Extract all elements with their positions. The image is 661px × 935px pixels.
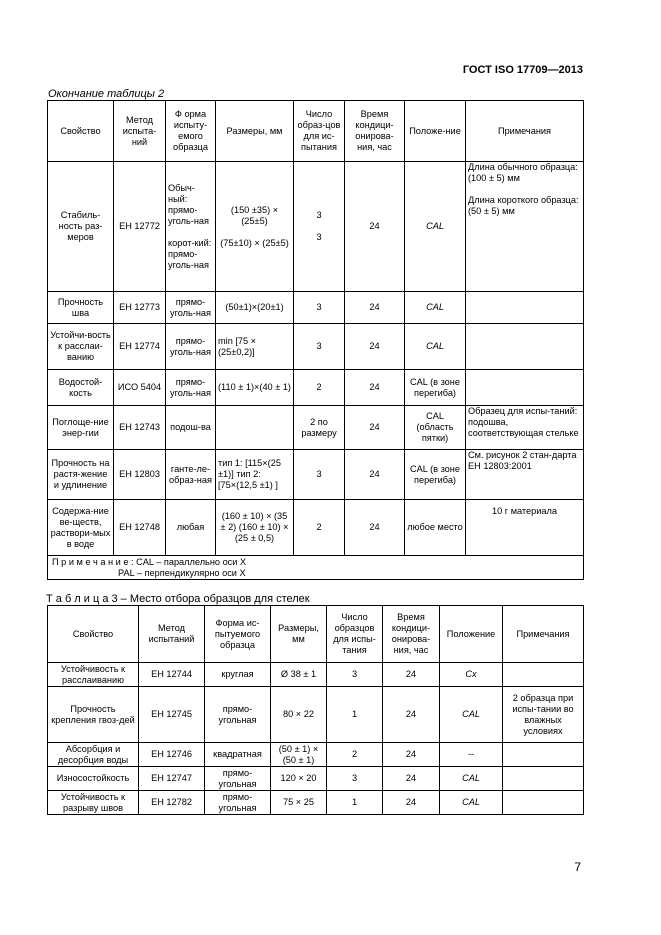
cell-time: 24 bbox=[345, 324, 405, 370]
cell-shape: квадратная bbox=[205, 743, 271, 767]
cell-count: 3 3 bbox=[294, 162, 345, 292]
col-header-method: Метод испытаний bbox=[139, 606, 205, 663]
cell-count: 1 bbox=[327, 791, 383, 815]
cell-property: Устойчи-вость к расслаи-ванию bbox=[48, 324, 114, 370]
col-header-shape: Форма ис-пытуемого образца bbox=[205, 606, 271, 663]
cell-notes: Длина обычного образца: (100 ± 5) мм Длина короткого образца: (50 ± 5) мм bbox=[466, 162, 584, 292]
table-header-row bbox=[48, 101, 584, 162]
table-2 bbox=[47, 100, 584, 580]
cell-count: 3 bbox=[294, 324, 345, 370]
cell-size: 80 × 22 bbox=[271, 687, 327, 743]
col-header-count: Число образ-цов для ис-пытания bbox=[294, 101, 345, 162]
table3-caption: Т а б л и ц а 3 – Место отбора образцов для стелек bbox=[46, 593, 310, 605]
cell-position: любое место bbox=[405, 500, 466, 556]
cell-method: ЕН 12772 bbox=[114, 162, 166, 292]
cell-size: (50 ± 1) × (50 ± 1) bbox=[271, 743, 327, 767]
col-header-notes: Примечания bbox=[466, 101, 584, 162]
cell-time: 24 bbox=[345, 450, 405, 500]
cell-property: Износостойкость bbox=[48, 767, 139, 791]
cell-time: 24 bbox=[345, 162, 405, 292]
cell-count: 3 bbox=[294, 292, 345, 324]
cell-count: 2 bbox=[294, 500, 345, 556]
cell-method: ИСО 5404 bbox=[114, 370, 166, 406]
cell-count: 2 bbox=[327, 743, 383, 767]
table-row bbox=[48, 500, 584, 556]
cell-position: CAL (в зоне перегиба) bbox=[405, 450, 466, 500]
cell-count: 2 bbox=[294, 370, 345, 406]
cell-position: CAL bbox=[440, 687, 503, 743]
table-row bbox=[48, 791, 584, 815]
cell-shape: прямо-угольная bbox=[205, 687, 271, 743]
table-note bbox=[48, 556, 584, 580]
cell-shape: прямо-угольная bbox=[205, 767, 271, 791]
cell-property: Поглоще-ние энер-гии bbox=[48, 406, 114, 450]
cell-method: ЕН 12747 bbox=[139, 767, 205, 791]
cell-size bbox=[216, 406, 294, 450]
cell-time: 24 bbox=[383, 663, 440, 687]
cell-size: (110 ± 1)×(40 ± 1) bbox=[216, 370, 294, 406]
table-row bbox=[48, 767, 584, 791]
cell-time: 24 bbox=[383, 791, 440, 815]
table-row bbox=[48, 406, 584, 450]
cell-notes bbox=[466, 370, 584, 406]
cell-method: ЕН 12746 bbox=[139, 743, 205, 767]
cell-size: (50±1)×(20±1) bbox=[216, 292, 294, 324]
col-header-count: Число образцов для испы-тания bbox=[327, 606, 383, 663]
cell-size: min [75 × (25±0,2)] bbox=[216, 324, 294, 370]
cell-time: 24 bbox=[345, 292, 405, 324]
cell-time: 24 bbox=[345, 406, 405, 450]
cell-shape: любая bbox=[166, 500, 216, 556]
cell-size: Ø 38 ± 1 bbox=[271, 663, 327, 687]
cell-position: CAL (область пятки) bbox=[405, 406, 466, 450]
cell-property: Стабиль-ность раз-меров bbox=[48, 162, 114, 292]
cell-property: Прочность шва bbox=[48, 292, 114, 324]
col-header-time: Время кондици-онирова-ния, час bbox=[345, 101, 405, 162]
cell-notes: 2 образца при испы-тании во влажных условиях bbox=[503, 687, 584, 743]
cell-position: CAL bbox=[440, 791, 503, 815]
col-header-property: Свойство bbox=[48, 101, 114, 162]
cell-notes: См. рисунок 2 стан-дарта ЕН 12803:2001 bbox=[466, 450, 584, 500]
table-header-row bbox=[48, 606, 584, 663]
cell-property: Содержа-ние ве-ществ, раствори-мых в воде bbox=[48, 500, 114, 556]
table-row bbox=[48, 324, 584, 370]
cell-position: Cx bbox=[440, 663, 503, 687]
cell-shape: Обыч-ный: прямо-уголь-ная корот-кий: прямо-уголь-ная bbox=[166, 162, 216, 292]
cell-count: 3 bbox=[327, 663, 383, 687]
col-header-time: Время кондици-онирова-ния, час bbox=[383, 606, 440, 663]
table-row bbox=[48, 370, 584, 406]
note-line-1: П р и м е ч а н и е : CAL – параллельно оси X bbox=[52, 556, 247, 567]
cell-position: CAL bbox=[405, 162, 466, 292]
col-header-position: Положение bbox=[440, 606, 503, 663]
cell-position: CAL bbox=[440, 767, 503, 791]
cell-notes: Образец для испы-таний: подошва, соответствующая стельке bbox=[466, 406, 584, 450]
col-header-size: Размеры, мм bbox=[271, 606, 327, 663]
cell-time: 24 bbox=[345, 370, 405, 406]
cell-method: ЕН 12744 bbox=[139, 663, 205, 687]
cell-shape: прямо-уголь-ная bbox=[166, 324, 216, 370]
page-number: 7 bbox=[574, 860, 581, 874]
table-row bbox=[48, 292, 584, 324]
cell-method: ЕН 12774 bbox=[114, 324, 166, 370]
cell-size: (160 ± 10) × (35 ± 2) (160 ± 10) × (25 ± 0,5) bbox=[216, 500, 294, 556]
cell-shape: ганте-ле-образ-ная bbox=[166, 450, 216, 500]
cell-shape: прямо-уголь-ная bbox=[166, 292, 216, 324]
cell-size: тип 1: [115×(25 ±1)] тип 2: [75×(12,5 ±1) ] bbox=[216, 450, 294, 500]
col-header-notes: Примечания bbox=[503, 606, 584, 663]
cell-notes bbox=[466, 324, 584, 370]
cell-size: 75 × 25 bbox=[271, 791, 327, 815]
cell-property: Прочность на растя-жение и удлинение bbox=[48, 450, 114, 500]
cell-count: 2 по размеру bbox=[294, 406, 345, 450]
table-row bbox=[48, 162, 584, 292]
cell-time: 24 bbox=[345, 500, 405, 556]
col-header-size: Размеры, мм bbox=[216, 101, 294, 162]
cell-shape: подош-ва bbox=[166, 406, 216, 450]
cell-shape: прямо-уголь-ная bbox=[166, 370, 216, 406]
col-header-position: Положе-ние bbox=[405, 101, 466, 162]
document-header: ГОСТ ISO 17709—2013 bbox=[462, 64, 583, 76]
cell-method: ЕН 12782 bbox=[139, 791, 205, 815]
cell-position: CAL bbox=[405, 292, 466, 324]
cell-size: 120 × 20 bbox=[271, 767, 327, 791]
cell-count: 1 bbox=[327, 687, 383, 743]
col-header-shape: Ф орма испыту-емого образца bbox=[166, 101, 216, 162]
col-header-method: Метод испыта-ний bbox=[114, 101, 166, 162]
cell-time: 24 bbox=[383, 767, 440, 791]
col-header-property: Свойство bbox=[48, 606, 139, 663]
cell-position: CAL (в зоне перегиба) bbox=[405, 370, 466, 406]
table-row bbox=[48, 687, 584, 743]
cell-property: Устойчивость к разрыву швов bbox=[48, 791, 139, 815]
table2-caption: Окончание таблицы 2 bbox=[48, 88, 165, 100]
table-row bbox=[48, 743, 584, 767]
cell-notes bbox=[503, 791, 584, 815]
cell-property: Водостой-кость bbox=[48, 370, 114, 406]
table-row bbox=[48, 450, 584, 500]
table-note-row bbox=[48, 556, 584, 580]
cell-property: Прочность крепления гвоз-дей bbox=[48, 687, 139, 743]
cell-method: ЕН 12748 bbox=[114, 500, 166, 556]
cell-count: 3 bbox=[294, 450, 345, 500]
cell-notes bbox=[503, 767, 584, 791]
cell-notes: 10 г материала bbox=[466, 500, 584, 556]
table-row bbox=[48, 663, 584, 687]
cell-method: ЕН 12803 bbox=[114, 450, 166, 500]
cell-shape: круглая bbox=[205, 663, 271, 687]
table-3 bbox=[47, 605, 584, 815]
cell-shape: прямо-угольная bbox=[205, 791, 271, 815]
note-line-2: PAL – перпендикулярно оси X bbox=[118, 567, 246, 578]
cell-notes bbox=[503, 743, 584, 767]
cell-position: -- bbox=[440, 743, 503, 767]
cell-size: (150 ±35) × (25±5) (75±10) × (25±5) bbox=[216, 162, 294, 292]
cell-notes bbox=[503, 663, 584, 687]
cell-count: 3 bbox=[327, 767, 383, 791]
cell-property: Абсорбция и десорбция воды bbox=[48, 743, 139, 767]
cell-time: 24 bbox=[383, 743, 440, 767]
cell-method: ЕН 12773 bbox=[114, 292, 166, 324]
cell-property: Устойчивость к расслаиванию bbox=[48, 663, 139, 687]
cell-position: CAL bbox=[405, 324, 466, 370]
cell-notes bbox=[466, 292, 584, 324]
cell-method: ЕН 12745 bbox=[139, 687, 205, 743]
cell-method: ЕН 12743 bbox=[114, 406, 166, 450]
cell-time: 24 bbox=[383, 687, 440, 743]
